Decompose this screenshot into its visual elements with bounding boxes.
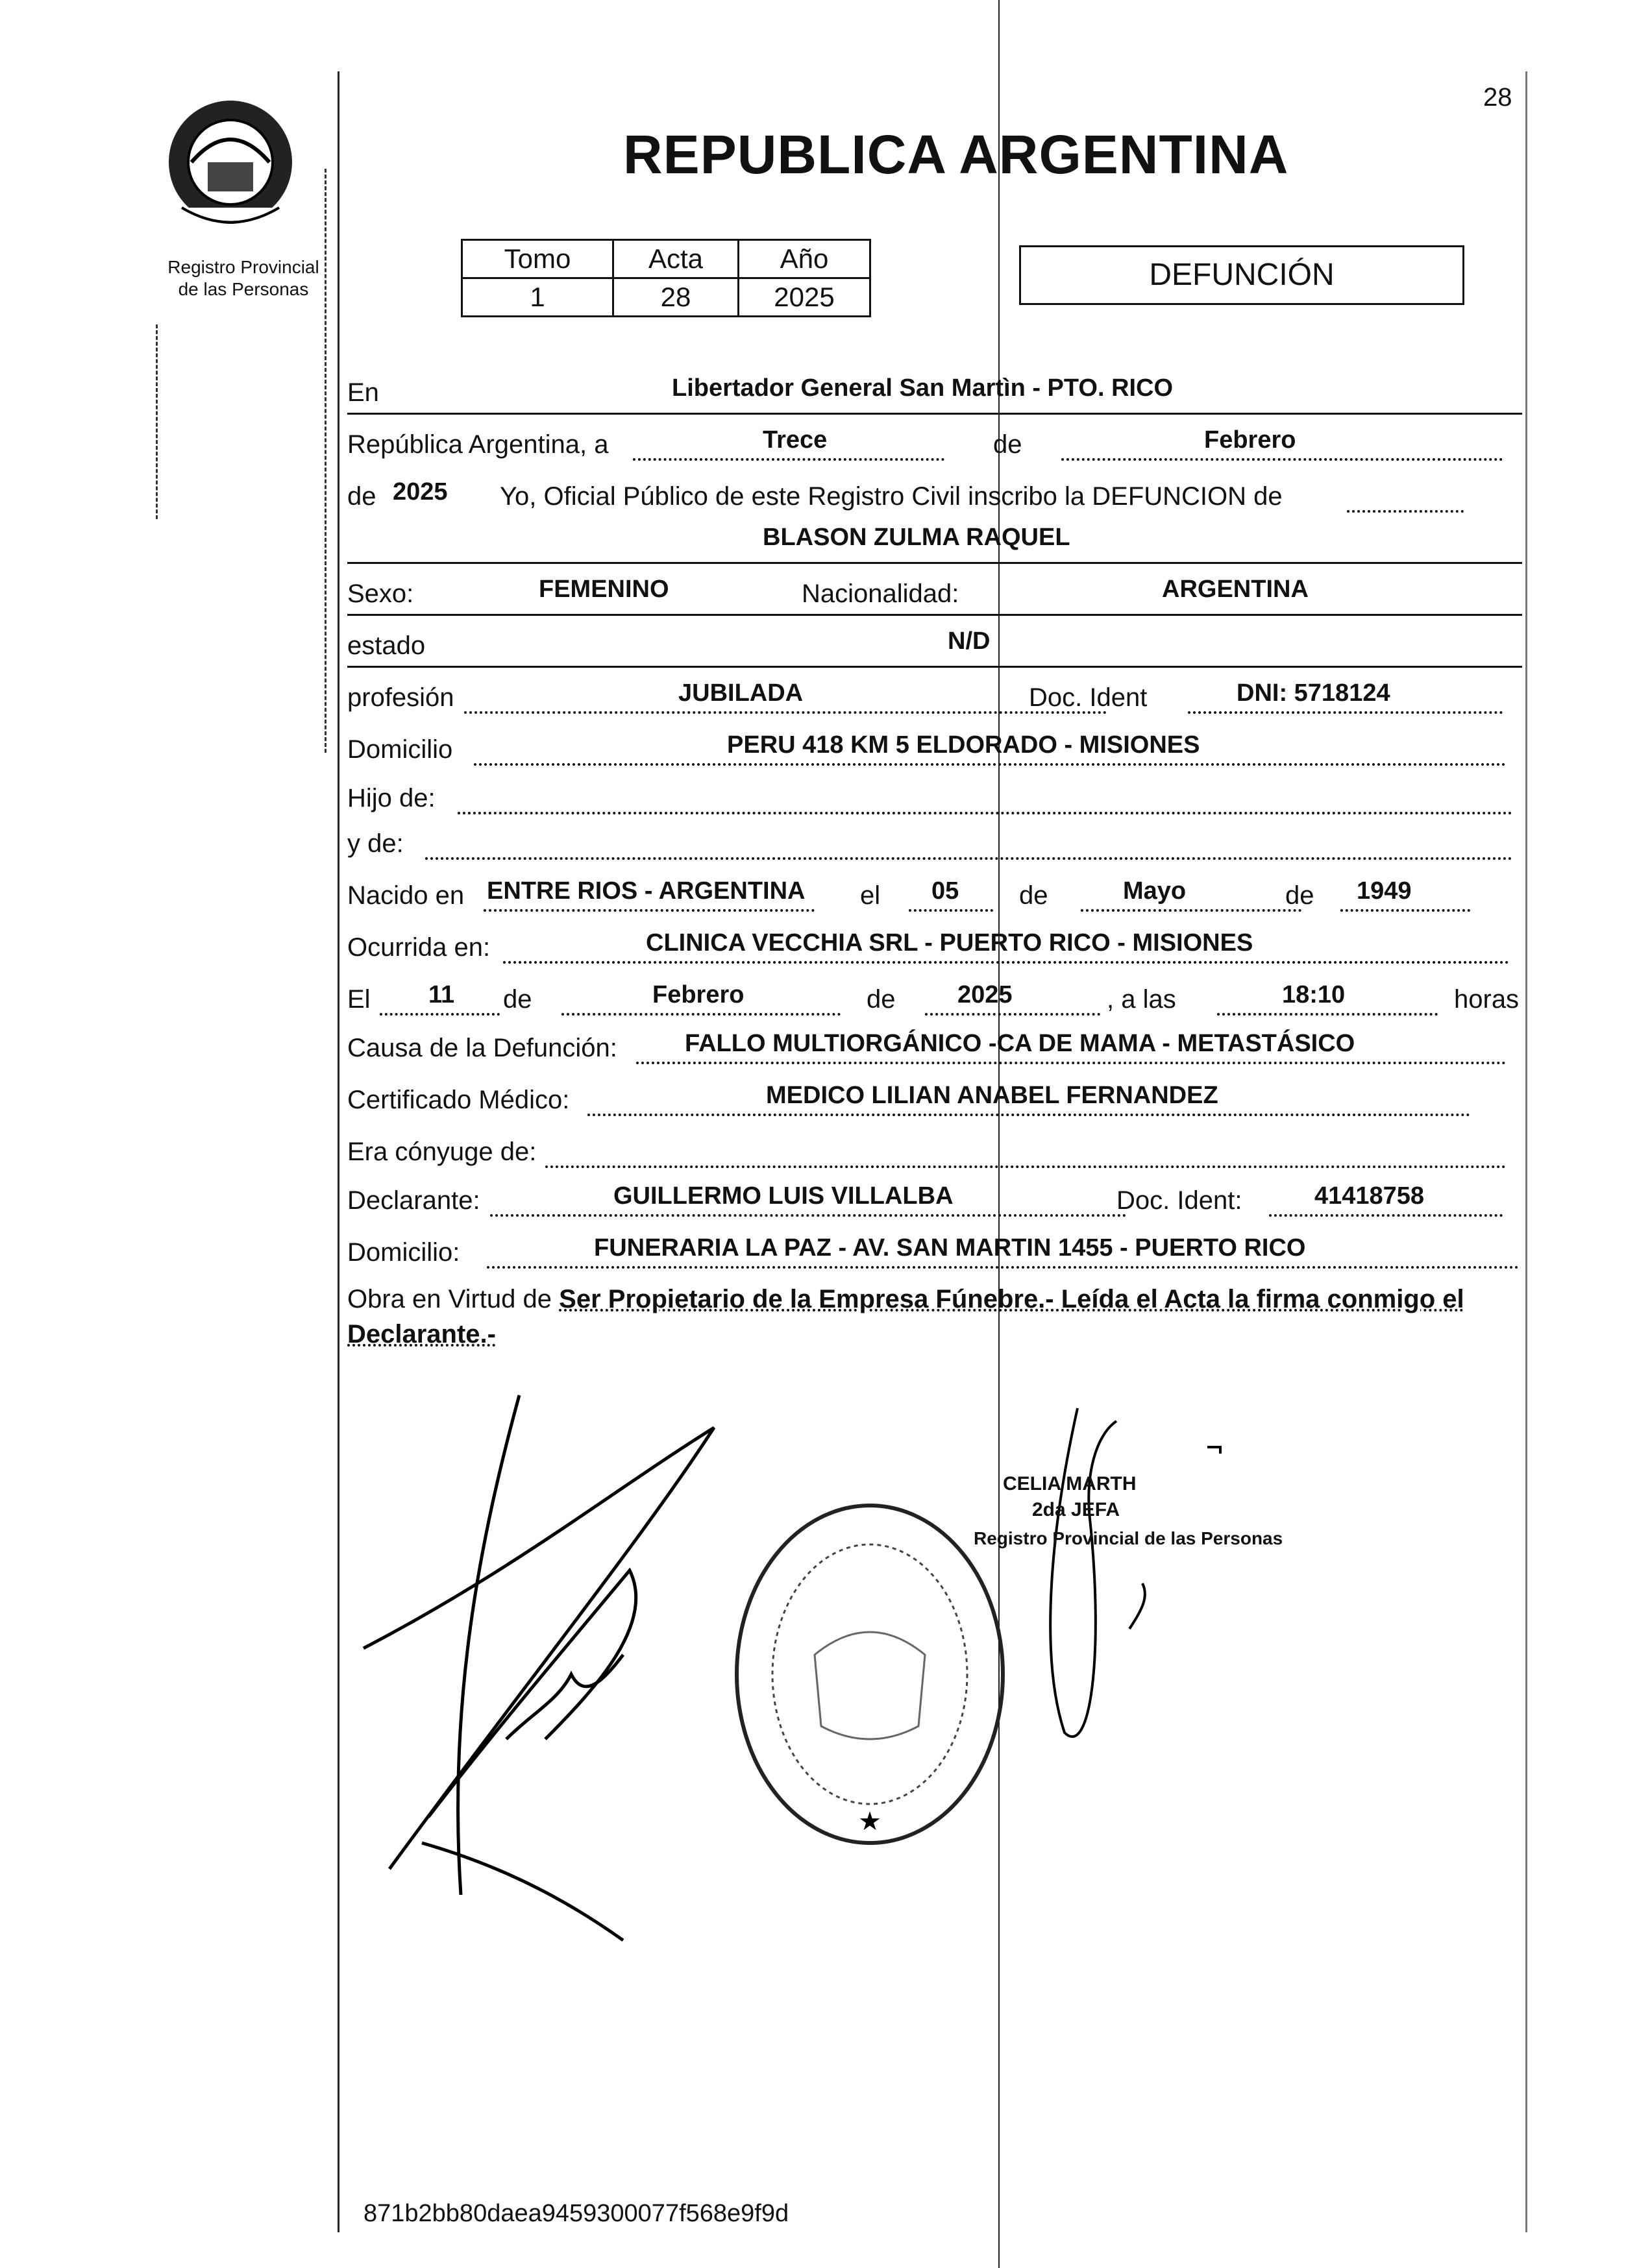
page-title: REPUBLICA ARGENTINA xyxy=(623,124,1289,185)
profesion-label: profesión xyxy=(347,683,454,712)
doc-value: DNI: 5718124 xyxy=(1237,679,1390,707)
mes-dots xyxy=(1061,458,1503,461)
nombre-value: BLASON ZULMA RAQUEL xyxy=(763,524,1070,551)
hijo-label: Hijo de: xyxy=(347,784,436,812)
def-mes: Febrero xyxy=(652,981,745,1008)
nacionalidad-value: ARGENTINA xyxy=(1162,576,1309,603)
sexo-label: Sexo: xyxy=(347,579,414,608)
left-margin-line xyxy=(338,71,339,2232)
row-anio xyxy=(347,467,1522,517)
oficial-signature xyxy=(1013,1395,1246,1759)
domicilio-label: Domicilio xyxy=(347,735,453,764)
domicilio2-label: Domicilio: xyxy=(347,1238,460,1267)
certificado-dots xyxy=(587,1114,1470,1116)
certificado-value: MEDICO LILIAN ANABEL FERNANDEZ xyxy=(766,1082,1218,1109)
nac-anio: 1949 xyxy=(1357,877,1412,905)
row-en xyxy=(347,363,1522,415)
ocurrida-label: Ocurrida en: xyxy=(347,933,491,962)
outer-left-dashes xyxy=(156,324,158,519)
doc-dots xyxy=(1188,711,1503,714)
nac-mes-dots xyxy=(1081,909,1301,912)
nacido-dots xyxy=(484,909,815,912)
ocurrida-dots xyxy=(503,961,1509,964)
svg-text:★: ★ xyxy=(858,1807,881,1836)
nacido-value: ENTRE RIOS - ARGENTINA xyxy=(487,877,806,905)
oficial-org: Registro Provincial de las Personas xyxy=(974,1528,1283,1548)
dia-value: Trece xyxy=(763,426,828,454)
decl-doc-dots xyxy=(1269,1214,1503,1217)
anio-label: de xyxy=(347,482,376,511)
ocurrida-value: CLINICA VECCHIA SRL - PUERTO RICO - MISIONES xyxy=(646,929,1253,957)
def-de1: de xyxy=(503,985,532,1014)
def-dia-dots xyxy=(380,1013,500,1016)
tomo-value: 1 xyxy=(462,278,613,317)
doc-type-box: DEFUNCIÓN xyxy=(1019,245,1464,305)
nac-de2: de xyxy=(1285,881,1314,910)
obra-label: Obra en Virtud de xyxy=(347,1285,552,1313)
nac-dia-dots xyxy=(909,909,993,912)
row-domicilio2 xyxy=(347,1223,1522,1273)
row-causa xyxy=(347,1019,1522,1068)
obra-text xyxy=(347,1282,1522,1352)
row-certificado xyxy=(347,1071,1522,1120)
def-mes-dots xyxy=(561,1013,841,1016)
province-seal xyxy=(156,91,305,240)
estado-label: estado xyxy=(347,631,426,660)
anio-value: 2025 xyxy=(739,278,870,317)
declarante-label: Declarante: xyxy=(347,1186,480,1215)
causa-dots xyxy=(636,1062,1506,1064)
republica-label: República Argentina, a xyxy=(347,430,609,459)
conyuge-label: Era cónyuge de: xyxy=(347,1138,537,1166)
domicilio-dots xyxy=(474,763,1506,766)
row-hijo xyxy=(347,769,1522,818)
def-de2: de xyxy=(867,985,896,1014)
tomo-header: Tomo xyxy=(462,240,613,278)
round-stamp xyxy=(724,1493,1016,1856)
domicilio-value: PERU 418 KM 5 ELDORADO - MISIONES xyxy=(727,731,1200,759)
hora-dots xyxy=(1217,1013,1438,1016)
left-dashes xyxy=(325,169,326,753)
tomo-acta-anio-table xyxy=(461,239,871,317)
acta-header: Acta xyxy=(613,240,739,278)
anio-value-field: 2025 xyxy=(393,478,448,506)
el2-label: El xyxy=(347,985,371,1014)
declarante-dots xyxy=(490,1214,1126,1217)
hora-value: 18:10 xyxy=(1282,981,1346,1008)
estado-value: N/D xyxy=(948,628,991,655)
row-nombre xyxy=(347,513,1522,564)
anio-header: Año xyxy=(739,240,870,278)
declarante-value: GUILLERMO LUIS VILLALBA xyxy=(613,1182,954,1210)
row-nacido xyxy=(347,866,1522,916)
el-label: el xyxy=(860,881,881,910)
yo-text: Yo, Oficial Público de este Registro Civil inscribo la DEFUNCION de xyxy=(500,482,1283,511)
domicilio2-dots xyxy=(487,1266,1519,1269)
row-profesion xyxy=(347,668,1522,718)
row-ocurrida xyxy=(347,918,1522,968)
nac-anio-dots xyxy=(1340,909,1470,912)
yde-label: y de: xyxy=(347,829,404,858)
profesion-dots xyxy=(464,711,1107,714)
oficial-name: CELIA MARTH xyxy=(1003,1473,1137,1494)
profesion-value: JUBILADA xyxy=(678,679,804,707)
right-margin-line xyxy=(1525,71,1527,2232)
row-conyuge xyxy=(347,1123,1522,1172)
conyuge-dots xyxy=(545,1165,1506,1168)
footer-hash: 871b2bb80daea9459300077f568e9f9d xyxy=(363,2200,789,2227)
horas-label: horas xyxy=(1454,985,1520,1014)
registro-label: Registro Provincial de las Personas xyxy=(167,257,319,299)
en-label: En xyxy=(347,378,379,407)
nac-de1: de xyxy=(1019,881,1048,910)
causa-label: Causa de la Defunción: xyxy=(347,1034,617,1062)
row-estado xyxy=(347,616,1522,668)
decl-doc-label: Doc. Ident: xyxy=(1116,1186,1242,1215)
row-yde xyxy=(347,814,1522,864)
row-sexo xyxy=(347,565,1522,616)
row-republica xyxy=(347,415,1522,465)
row-fecha-def xyxy=(347,970,1522,1019)
oficial-role: 2da JEFA xyxy=(1032,1499,1120,1520)
mes-value: Febrero xyxy=(1204,426,1296,454)
nac-mes: Mayo xyxy=(1123,877,1187,905)
de-label: de xyxy=(993,430,1022,459)
doc-label: Doc. Ident xyxy=(1029,683,1148,712)
yde-dots xyxy=(425,857,1512,860)
alas-label: , a las xyxy=(1107,985,1176,1014)
row-domicilio xyxy=(347,720,1522,770)
nacido-label: Nacido en xyxy=(347,881,465,910)
def-anio: 2025 xyxy=(957,981,1013,1008)
def-dia: 11 xyxy=(428,981,455,1008)
page-number: 28 xyxy=(1483,83,1512,112)
nacionalidad-label: Nacionalidad: xyxy=(802,579,959,608)
nac-dia: 05 xyxy=(931,877,959,905)
row-declarante xyxy=(347,1171,1522,1221)
def-anio-dots xyxy=(925,1013,1100,1016)
en-value: Libertador General San Martìn - PTO. RICO xyxy=(672,374,1174,402)
acta-value: 28 xyxy=(613,278,739,317)
causa-value: FALLO MULTIORGÁNICO -CA DE MAMA - METASTÁSICO xyxy=(685,1030,1355,1057)
obra-value: Ser Propietario de la Empresa Fúnebre.- Leída el Acta la firma conmigo el Declarante.- xyxy=(347,1285,1464,1348)
certificado-label: Certificado Médico: xyxy=(347,1086,570,1114)
domicilio2-value: FUNERARIA LA PAZ - AV. SAN MARTIN 1455 - PUERTO RICO xyxy=(594,1234,1306,1262)
dia-dots xyxy=(633,458,944,461)
decl-doc-value: 41418758 xyxy=(1314,1182,1425,1210)
sexo-value: FEMENINO xyxy=(539,576,669,603)
